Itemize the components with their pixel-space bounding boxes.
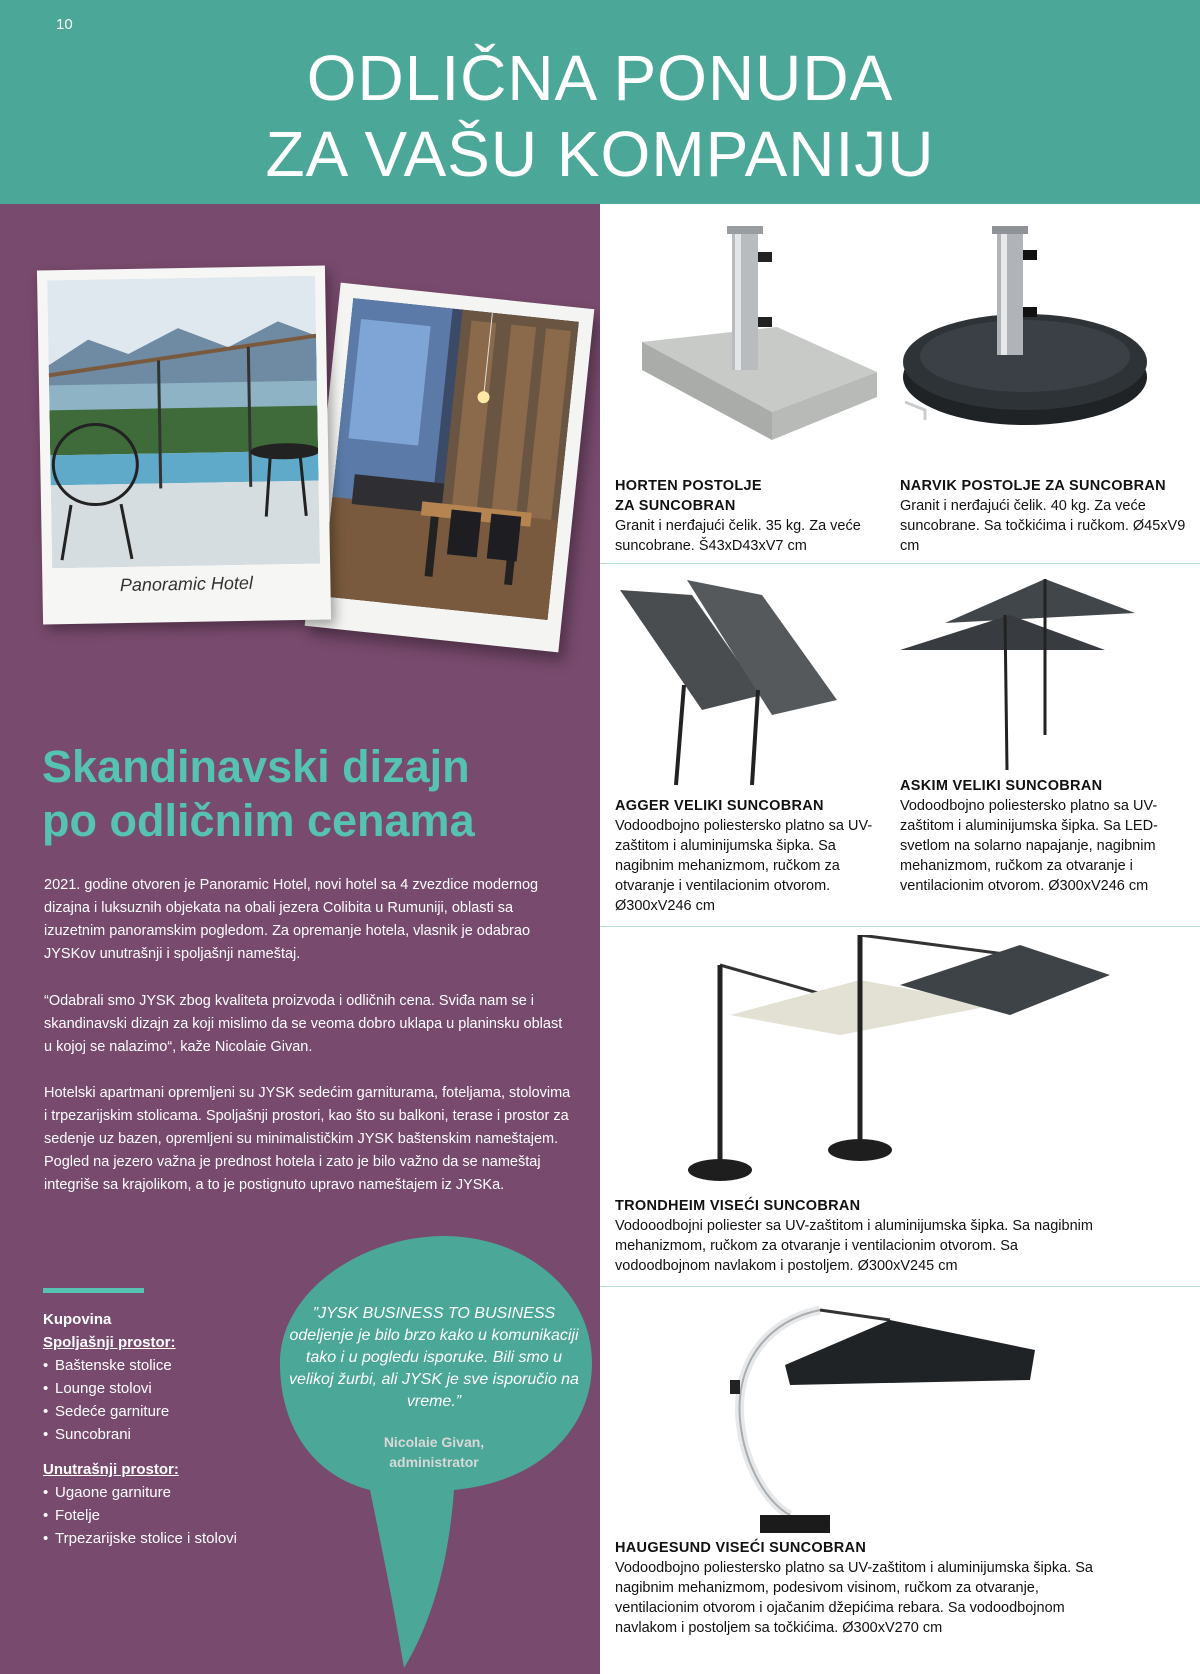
indoor-list <box>43 1481 273 1550</box>
product-description: Vodoodbojno poliestersko platno sa UV-zaštitom i aluminijumska šipka. Sa LED-svetlom na solarno napajanje, nagibnim mehanizmom, ručkom za otvaranje i ventilacionim otvorom. Ø300xV246 cm <box>900 798 1158 894</box>
product-name: AGGER VELIKI SUNCOBRAN <box>615 798 824 814</box>
product-description: Granit i nerđajući čelik. 40 kg. Za veće suncobrane. Sa točkićima i ručkom. Ø45xV9 cm <box>900 498 1186 554</box>
agger-umbrella-image <box>612 575 882 790</box>
paragraph-3: Hotelski apartmani opremljeni su JYSK sedećim garniturama, foteljama, stolovima i trpezarijskim stolicama. Spoljašnji prostori, kao što su balkoni, terase i prostor za sedenje uz bazen, opremljeni su minimalističkim JYSK baštenskim nameštajem. <box>44 1085 571 1147</box>
product-askim <box>900 776 1190 896</box>
askim-umbrella-image <box>895 575 1165 775</box>
trondheim-umbrella-image <box>680 935 1120 1185</box>
product-haugesund <box>615 1538 1115 1638</box>
list-item: • Baštenske stolice <box>43 1354 273 1377</box>
product-divider <box>600 563 1200 564</box>
shopping-list <box>43 1308 273 1550</box>
product-name: ZA SUNCOBRAN <box>615 498 736 514</box>
list-item: • Sedeće garniture <box>43 1400 273 1423</box>
hotel-balcony-photo <box>37 266 331 625</box>
paragraph-1: 2021. godine otvoren je Panoramic Hotel, novi hotel sa 4 zvezdice modernog dizajna i luksuznih objekata na obali jezera Colibita u Rumuniji, oblasti sa izuzetnim panoramskim pogledom. Za opremanje hotela, vlasnik je odabrao JYSKov unutrašnji i spoljašnji nameštaj. <box>44 877 539 962</box>
paragraph-2: “Odabrali smo JYSK zbog kvaliteta proizvoda i odličnih cena. Sviđa nam se i skandinavski dizajn za koji mislimo da se veoma dobro uklapa u planinsku oblast u kojoj se nalazimo“, kaže Nicolaie Givan. <box>44 993 563 1055</box>
product-name: HAUGESUND VISEĆI SUNCOBRAN <box>615 1540 867 1556</box>
section-divider <box>43 1288 144 1293</box>
headline-line2: po odličnim cenama <box>42 795 475 846</box>
page-number: 10 <box>56 16 73 33</box>
product-divider <box>600 926 1200 927</box>
product-horten <box>615 476 885 556</box>
list-item: • Lounge stolovi <box>43 1377 273 1400</box>
horten-base-image <box>612 222 882 452</box>
product-description: Granit i nerđajući čelik. 35 kg. Za veće suncobrane. Š43xD43xV7 cm <box>615 518 861 554</box>
product-divider <box>600 1286 1200 1287</box>
product-description: Vodoodbojno poliestersko platno sa UV-zaštitom i aluminijumska šipka. Sa nagibnim mehanizmom, ručkom za otvaranje i ventilacionim otvorom. Ø300xV246 cm <box>615 818 873 914</box>
photo-caption: Panoramic Hotel <box>119 572 254 596</box>
product-narvik <box>900 476 1190 556</box>
product-name: TRONDHEIM VISEĆI SUNCOBRAN <box>615 1198 861 1214</box>
product-name: HORTEN POSTOLJE <box>615 478 762 494</box>
hotel-interior-photo <box>305 283 595 653</box>
quote-author-role: administrator <box>389 1454 479 1470</box>
list-item: • Trpezarijske stolice i stolovi <box>43 1527 273 1550</box>
product-trondheim <box>615 1196 1115 1276</box>
haugesund-umbrella-image <box>700 1300 1050 1535</box>
balcony-image <box>47 276 320 569</box>
page-header <box>0 0 1200 204</box>
outdoor-list <box>43 1354 273 1446</box>
paragraph-4: Pogled na jezero važna je prednost hotela i zato je bilo važno da se nameštaj integriše sa krajolikom, a to je postignuto upravo nameštajem iz JYSKa. <box>44 1154 541 1193</box>
list-item: • Fotelje <box>43 1504 273 1527</box>
shopping-title: Kupovina <box>43 1311 112 1328</box>
quote-author-name: Nicolaie Givan, <box>383 1434 485 1450</box>
product-description: Vodooodbojni poliester sa UV-zaštitom i aluminijumska šipka. Sa nagibnim mehanizmom, ručkom za otvaranje i ventilacionim otvorom. Sa vodoodbojnom navlakom i postoljem. Ø300xV245 cm <box>615 1218 1093 1274</box>
narvik-base-image <box>895 222 1165 452</box>
quote-author <box>284 1432 584 1472</box>
paragraph-3-4 <box>44 1082 574 1197</box>
article-headline <box>42 740 582 848</box>
list-item: • Suncobrani <box>43 1423 273 1446</box>
quote-text: ”JYSK BUSINESS TO BUSINESS odeljenje je bilo brzo kako u komunikaciji tako i u pogledu isporuke. Bili smo u velikoj žurbi, ali JYSK je sve isporučio na vreme.” <box>289 1305 579 1410</box>
headline-line1: Skandinavski dizajn <box>42 741 470 792</box>
product-description: Vodoodbojno poliestersko platno sa UV-zaštitom i aluminijumska šipka. Sa nagibnim mehanizmom, podesivom visinom, ručkom za otvaranje, ventilacionim otvorom i ojačanim džepićima rebara. Sa vodoodbojnom navlakom i postoljem sa točkićima. Ø300xV270 cm <box>615 1560 1093 1636</box>
page-title-line2: ZA VAŠU KOMPANIJU <box>265 118 935 190</box>
product-name: ASKIM VELIKI SUNCOBRAN <box>900 778 1103 794</box>
indoor-title: Unutrašnji prostor: <box>43 1461 179 1478</box>
product-name: NARVIK POSTOLJE ZA SUNCOBRAN <box>900 478 1166 494</box>
outdoor-title: Spoljašnji prostor: <box>43 1334 176 1351</box>
interior-image <box>322 298 579 620</box>
list-item: • Ugaone garniture <box>43 1481 273 1504</box>
page-title <box>0 40 1200 192</box>
product-agger <box>615 796 895 916</box>
page-title-line1: ODLIČNA PONUDA <box>306 42 894 114</box>
